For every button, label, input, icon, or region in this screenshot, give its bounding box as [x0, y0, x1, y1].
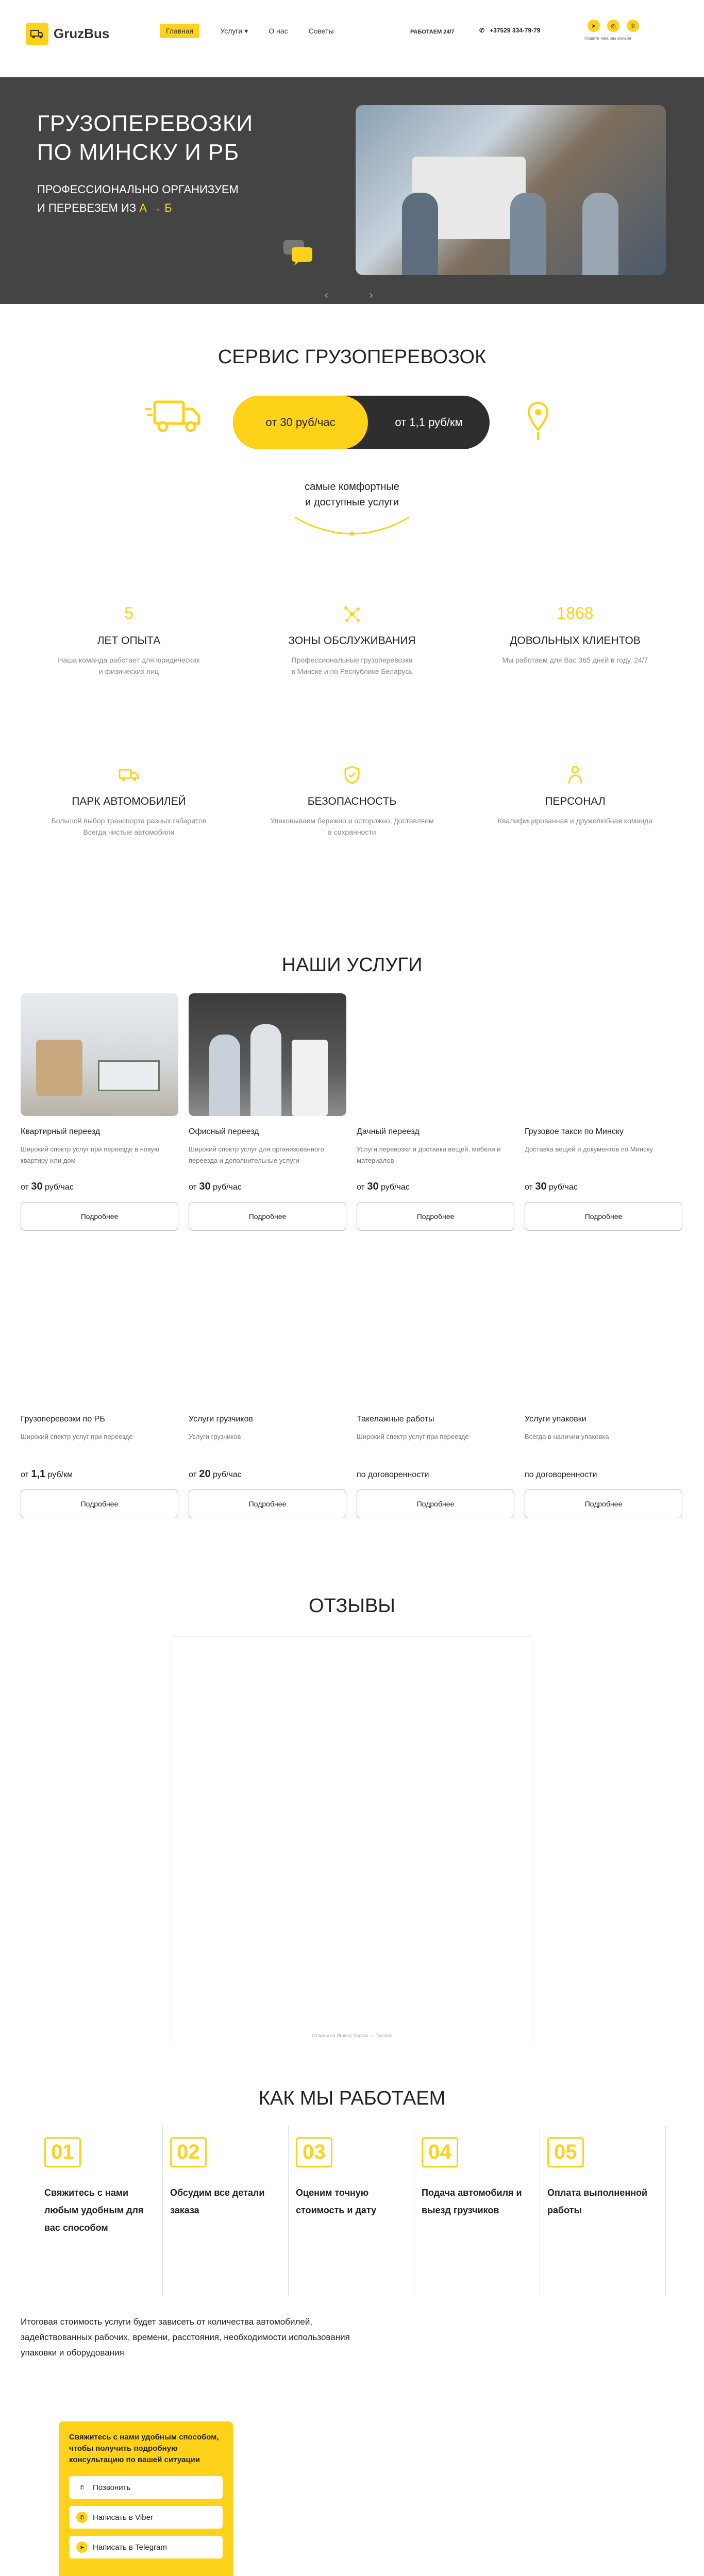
price-unit: руб/час	[210, 1470, 242, 1479]
price-km: от 1,1 руб/км	[395, 416, 463, 429]
logo-text[interactable]: GruzBus	[54, 26, 110, 41]
price-prefix: по договоренности	[525, 1470, 597, 1479]
service-desc: Доставка вещей и документов по Минску	[525, 1145, 653, 1153]
stat-experience	[21, 604, 237, 677]
person-icon	[467, 765, 683, 785]
reviews-widget[interactable]	[172, 1636, 532, 2043]
nav-services-label: Услуги	[220, 27, 243, 35]
stat-number: 5	[124, 604, 133, 622]
more-button[interactable]: Подробнее	[189, 1202, 346, 1231]
total-line: упаковки и оборудования	[21, 2348, 124, 2358]
chevron-right-icon[interactable]: ›	[369, 290, 373, 301]
contact-card	[59, 2421, 233, 2576]
stat-desc-line: в сохранности	[328, 828, 376, 836]
service-price	[21, 1181, 178, 1193]
chevron-down-icon: ▾	[244, 27, 248, 35]
stat-title: ЛЕТ ОПЫТА	[97, 635, 161, 647]
service-title: Такелажные работы	[357, 1415, 434, 1423]
step-line: работы	[547, 2205, 582, 2215]
total-line: задействованных рабочих, времени, расстояния, необходимости использования	[21, 2332, 350, 2342]
stat-desc-line: Квалифицированная и дружелюбная команда	[498, 817, 652, 825]
service-photo	[525, 1281, 682, 1403]
hero-subtitle	[37, 180, 239, 217]
price-unit: руб/час	[210, 1183, 242, 1192]
step-text	[547, 2184, 660, 2219]
step-line: Оценим точную	[296, 2188, 369, 2198]
hero-title-line1: ГРУЗОПЕРЕВОЗКИ	[37, 111, 254, 136]
service-desc: Широкий спектр услуг при переезде	[357, 1433, 469, 1440]
stat-safety	[244, 765, 460, 838]
stat-desc-line: Большой выбор транспорта разных габаритов	[51, 817, 207, 825]
hero-banner	[0, 77, 704, 304]
stat-desc	[21, 815, 237, 838]
service-photo	[525, 993, 682, 1116]
telegram-icon: ➤	[76, 2541, 88, 2553]
stat-staff	[467, 765, 683, 826]
service-card	[21, 993, 178, 1231]
service-photo	[357, 1281, 514, 1403]
service-title: Офисный переезд	[189, 1127, 259, 1136]
telegram-button[interactable]	[69, 2536, 223, 2558]
stat-desc	[21, 654, 237, 677]
truck-icon	[145, 398, 202, 434]
more-button[interactable]: Подробнее	[21, 1489, 178, 1518]
more-button[interactable]: Подробнее	[189, 1489, 346, 1518]
slider-arrows	[325, 290, 373, 301]
nav-about[interactable]: О нас	[269, 27, 288, 35]
person-image	[510, 193, 546, 275]
step-text	[170, 2184, 283, 2219]
more-button[interactable]: Подробнее	[357, 1202, 514, 1231]
nav-home[interactable]: Главная	[160, 24, 199, 38]
chat-icon[interactable]	[283, 240, 313, 266]
price-unit: руб/час	[546, 1183, 578, 1192]
stat-desc	[467, 654, 683, 666]
social-links	[588, 20, 639, 32]
price-value: 20	[199, 1468, 211, 1480]
stat-desc-line: Всегда чистые автомобили	[83, 828, 175, 836]
step	[289, 2126, 414, 2296]
price-prefix: от	[525, 1183, 535, 1192]
nav-services[interactable]	[220, 27, 248, 38]
step-text	[44, 2184, 157, 2236]
comfort-line2: и доступные услуги	[305, 497, 399, 508]
service-desc: Всегда в наличии упаковка	[525, 1433, 609, 1440]
hero-title	[37, 109, 253, 167]
service-card	[525, 993, 682, 1231]
step-number: 05	[547, 2137, 584, 2167]
more-button[interactable]: Подробнее	[525, 1489, 682, 1518]
more-button[interactable]: Подробнее	[21, 1202, 178, 1231]
socials-caption: Пишите нам, мы онлайн	[584, 36, 631, 41]
stat-fleet	[21, 765, 237, 838]
phone-icon: ✆	[479, 27, 485, 34]
service-price	[357, 1468, 514, 1480]
hero-sub-prefix: И ПЕРЕВЕЗЕМ ИЗ	[37, 201, 140, 214]
price-value: 30	[367, 1181, 379, 1192]
step-text	[296, 2184, 409, 2219]
reviews-footer-link[interactable]: Отзывы на Яндекс Картах — Грузбас	[312, 2033, 392, 2038]
price-prefix: от	[189, 1470, 199, 1479]
total-line: Итоговая стоимость услуги будет зависеть от количества автомобилей,	[21, 2317, 313, 2327]
step-number: 02	[170, 2137, 207, 2167]
stat-title: БЕЗОПАСНОСТЬ	[307, 795, 397, 807]
viber-button[interactable]	[69, 2506, 223, 2529]
steps-row	[37, 2126, 666, 2296]
services-title: НАШИ УСЛУГИ	[281, 954, 423, 976]
price-prefix: по договоренности	[357, 1470, 429, 1479]
call-label: Позвонить	[93, 2483, 131, 2492]
viber-icon[interactable]: ✆	[627, 20, 639, 32]
step-line: Оплата выполненной	[547, 2188, 648, 2198]
price-value: 30	[535, 1181, 547, 1192]
service-photo	[21, 1281, 178, 1403]
hero-sub-line2	[37, 199, 239, 217]
hero-title-line2: ПО МИНСКУ И РБ	[37, 140, 240, 165]
service-title: Грузовое такси по Минску	[525, 1127, 624, 1136]
service-price	[21, 1468, 178, 1480]
chevron-left-icon[interactable]: ‹	[325, 290, 328, 301]
stat-desc-line: Мы работаем для Вас 365 дней в году, 24/7	[502, 656, 648, 664]
call-button[interactable]	[69, 2476, 223, 2499]
service-photo	[357, 993, 514, 1116]
price-value: 1,1	[31, 1468, 46, 1480]
stat-desc	[467, 815, 683, 826]
service-card	[357, 1281, 514, 1518]
stat-title: ПЕРСОНАЛ	[545, 795, 606, 807]
how-title: КАК МЫ РАБОТАЕМ	[258, 2088, 446, 2109]
phone-number: +37529 334-79-79	[490, 27, 541, 34]
step-number: 01	[44, 2137, 81, 2167]
service-price	[189, 1468, 346, 1480]
service-desc: Широкий спектр услуг для организованного переезда и дополнительные услуги	[189, 1145, 324, 1164]
service-desc: Широкий спектр услуг при переезде в новую квартиру или дом	[21, 1145, 159, 1164]
step-number: 04	[422, 2137, 458, 2167]
service-card	[357, 993, 514, 1231]
service-price	[525, 1468, 682, 1480]
service-title: Услуги грузчиков	[189, 1415, 253, 1423]
person-image	[582, 193, 618, 275]
phone-link[interactable]	[479, 27, 540, 34]
map-icon	[244, 604, 460, 624]
price-unit: руб/час	[42, 1183, 74, 1192]
step-line: вас способом	[44, 2223, 108, 2233]
shield-icon	[244, 765, 460, 785]
stat-desc-line: Упаковываем бережно и осторожно, доставляем	[270, 817, 434, 825]
reviews-title: ОТЗЫВЫ	[309, 1595, 395, 1617]
site-header	[0, 0, 704, 77]
stat-desc	[244, 654, 460, 677]
logo-icon[interactable]	[26, 23, 48, 45]
price-unit: руб/час	[378, 1183, 410, 1192]
step-line: Обсудим все детали	[170, 2188, 265, 2198]
step	[540, 2126, 666, 2296]
service-title: Услуги упаковки	[525, 1415, 586, 1423]
service-card	[189, 1281, 346, 1518]
price-prefix: от	[21, 1183, 31, 1192]
price-value: 30	[199, 1181, 211, 1192]
step-line: Свяжитесь с нами	[44, 2188, 129, 2198]
step-line: заказа	[170, 2205, 199, 2215]
service-price	[525, 1181, 682, 1193]
service-title: Грузоперевозки по РБ	[21, 1415, 105, 1423]
arrow-right-icon: →	[150, 201, 162, 214]
stat-desc-line: Наша команда работает для юридических	[58, 656, 200, 664]
viber-label: Написать в Viber	[93, 2513, 153, 2522]
service-price	[189, 1181, 346, 1193]
phone-icon: ✆	[79, 2484, 85, 2491]
service-desc: Услуги грузчиков	[189, 1433, 241, 1440]
total-note	[21, 2314, 392, 2361]
service-card	[21, 1281, 178, 1518]
price-hour: от 30 руб/час	[233, 396, 368, 449]
service-desc: Услуги перевозки и доставки вещей, мебели и материалов	[357, 1145, 501, 1164]
more-button[interactable]: Подробнее	[357, 1489, 514, 1518]
stat-clients	[467, 604, 683, 666]
hero-photo	[356, 105, 666, 275]
step-line: стоимость и дату	[296, 2205, 377, 2215]
truck-small-icon	[21, 765, 237, 785]
stat-desc-line: в Минске и по Республике Беларусь	[291, 667, 413, 675]
step-line: выезд грузчиков	[422, 2205, 499, 2215]
price-value: 30	[31, 1181, 43, 1192]
step-line: любым удобным для	[44, 2205, 144, 2215]
instagram-icon[interactable]: ◎	[607, 20, 619, 32]
hero-sub-line1: ПРОФЕССИОНАЛЬНО ОРГАНИЗУЕМ	[37, 183, 239, 196]
step	[37, 2126, 163, 2296]
stat-desc	[244, 815, 460, 838]
stat-title: ЗОНЫ ОБСЛУЖИВАНИЯ	[288, 635, 416, 647]
service-photo	[21, 993, 178, 1116]
service-card	[189, 993, 346, 1231]
location-pin-icon	[527, 401, 549, 442]
price-unit: руб/км	[45, 1470, 73, 1479]
service-photo	[189, 993, 346, 1116]
price-pill	[233, 396, 490, 449]
service-photo	[189, 1281, 346, 1403]
step	[414, 2126, 540, 2296]
stat-title: ПАРК АВТОМОБИЛЕЙ	[72, 795, 186, 807]
main-nav	[160, 27, 334, 38]
hero-from: А	[139, 201, 147, 214]
comfort-text	[0, 479, 704, 510]
step	[163, 2126, 289, 2296]
price-prefix: от	[357, 1183, 367, 1192]
service-title: СЕРВИС ГРУЗОПЕРЕВОЗОК	[217, 346, 487, 368]
service-price	[357, 1181, 514, 1193]
more-button[interactable]: Подробнее	[525, 1202, 682, 1231]
step-line: Подача автомобиля и	[422, 2188, 522, 2198]
service-card	[525, 1281, 682, 1518]
telegram-icon[interactable]: ➤	[588, 20, 600, 32]
stat-desc-line: Профессиональные грузоперевозки	[291, 656, 413, 664]
price-prefix: от	[21, 1470, 31, 1479]
telegram-label: Написать в Telegram	[93, 2543, 167, 2552]
contact-title: Свяжитесь с нами удобным способом, чтобы получить подробную консультацию по вашей ситуации	[69, 2433, 219, 2464]
work-hours: РАБОТАЕМ 24/7	[410, 29, 455, 35]
step-text	[422, 2184, 534, 2219]
nav-tips[interactable]: Советы	[308, 27, 334, 35]
service-title: Квартирный переезд	[21, 1127, 100, 1136]
stat-zones	[244, 604, 460, 677]
stat-desc-line: и физических лиц	[98, 667, 159, 675]
person-image	[402, 193, 438, 275]
comfort-line1: самые комфортные	[305, 481, 399, 493]
step-number: 03	[296, 2137, 332, 2167]
hero-to: Б	[164, 201, 172, 214]
stat-title: ДОВОЛЬНЫХ КЛИЕНТОВ	[510, 635, 641, 647]
stat-number: 1868	[557, 604, 594, 622]
decorative-arc	[293, 514, 411, 537]
service-desc: Широкий спектр услуг при переезде	[21, 1433, 133, 1440]
viber-icon: ✆	[76, 2512, 88, 2523]
price-prefix: от	[189, 1183, 199, 1192]
service-title: Дачный переезд	[357, 1127, 420, 1136]
